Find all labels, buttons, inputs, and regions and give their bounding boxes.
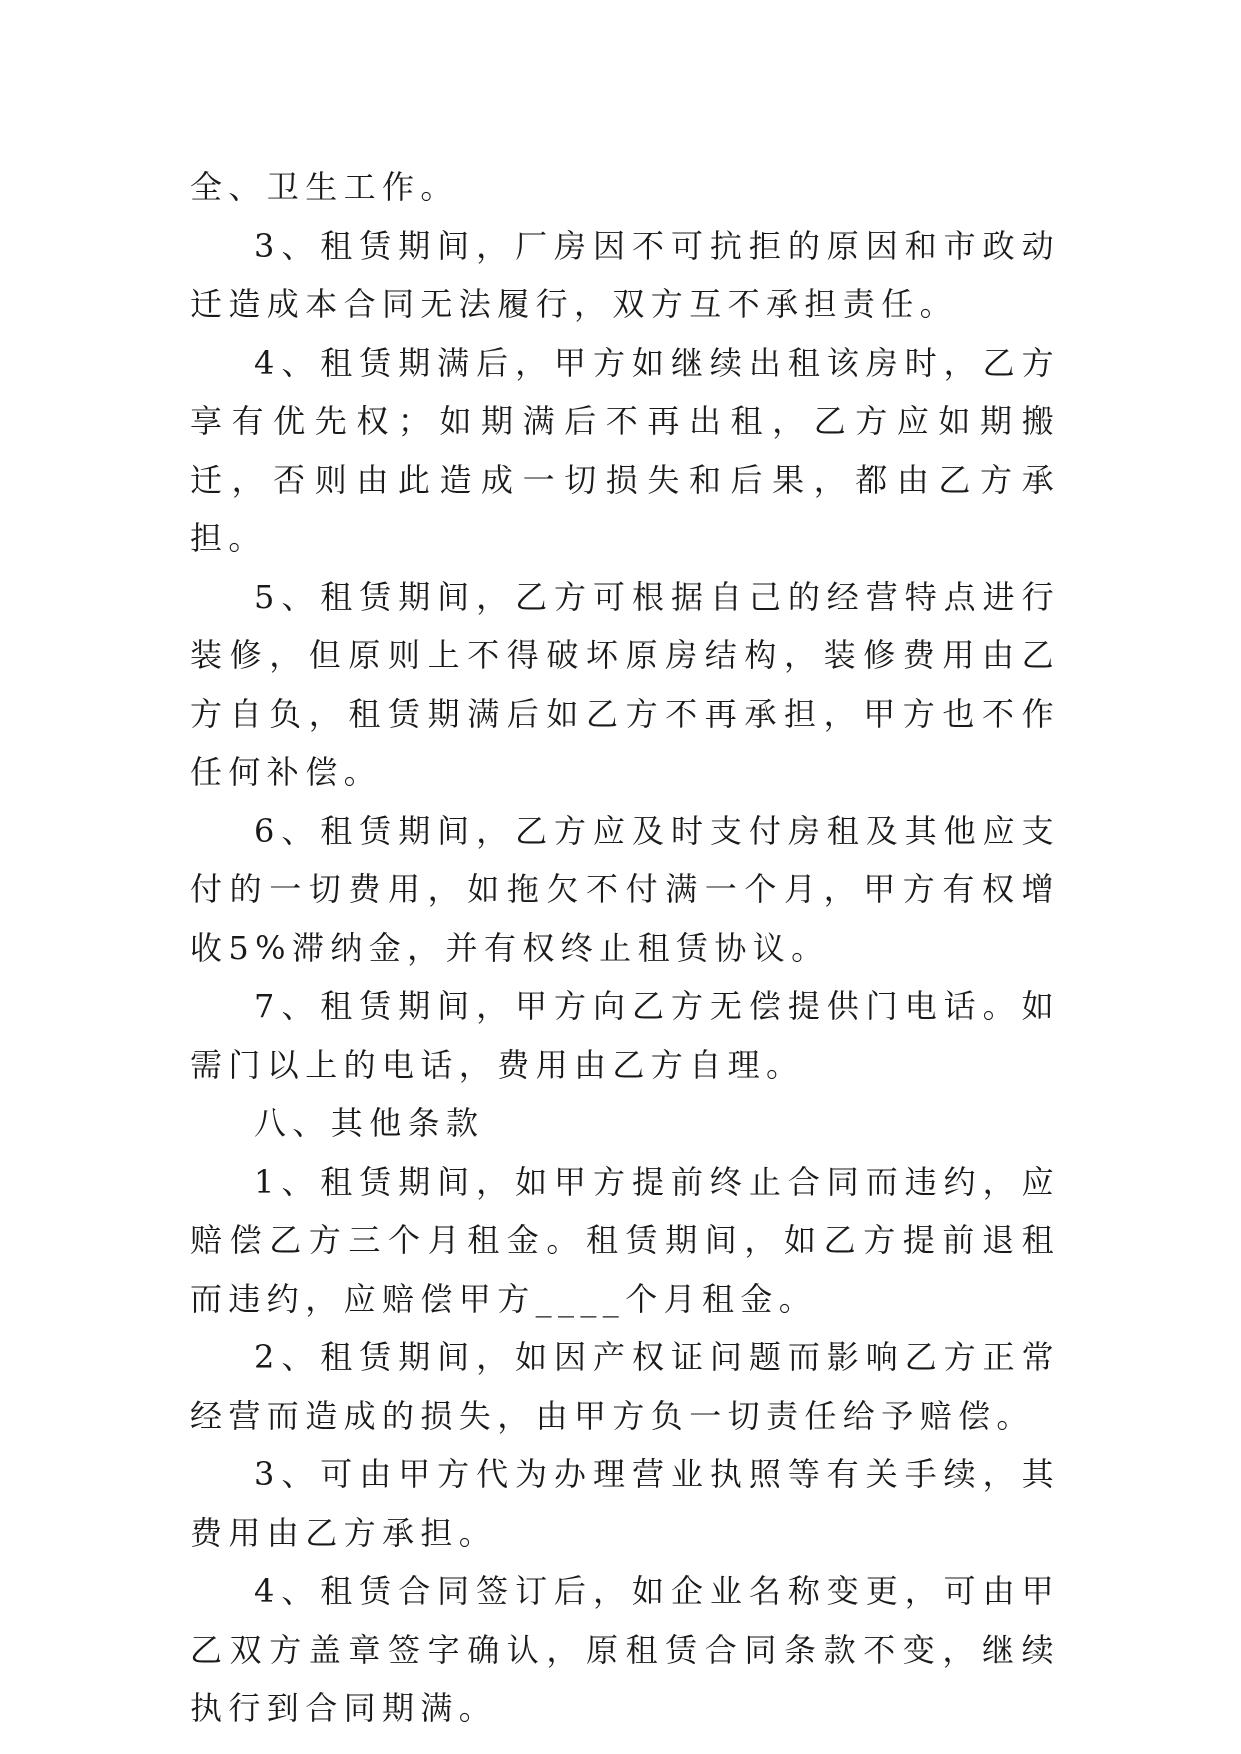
paragraph-clause-4: 4、租赁期满后，甲方如继续出租该房时，乙方享有优先权；如期满后不再出租，乙方应如期搬迁，否则由此造成一切损失和后果，都由乙方承担。 bbox=[190, 343, 1060, 557]
paragraph-other-clause-2: 2、租赁期间，如因产权证问题而影响乙方正常经营而造成的损失，由甲方负一切责任给予赔偿。 bbox=[190, 1338, 1060, 1435]
paragraph-clause-7: 7、租赁期间，甲方向乙方无偿提供门电话。如需门以上的电话，费用由乙方自理。 bbox=[190, 987, 1060, 1084]
paragraph-other-clause-3: 3、可由甲方代为办理营业执照等有关手续，其费用由乙方承担。 bbox=[190, 1455, 1060, 1552]
paragraph-continuation: 全、卫生工作。 bbox=[190, 168, 459, 206]
section-heading-other-terms: 八、其他条款 bbox=[254, 1104, 485, 1142]
paragraph-clause-5: 5、租赁期间，乙方可根据自己的经营特点进行装修，但原则上不得破坏原房结构，装修费用由乙方自负，租赁期满后如乙方不再承担，甲方也不作任何补偿。 bbox=[190, 577, 1060, 791]
paragraph-other-clause-4: 4、租赁合同签订后，如企业名称变更，可由甲乙双方盖章签字确认，原租赁合同条款不变，继续执行到合同期满。 bbox=[190, 1572, 1060, 1727]
paragraph-clause-6: 6、租赁期间，乙方应及时支付房租及其他应支付的一切费用，如拖欠不付满一个月，甲方有权增收5%滞纳金，并有权终止租赁协议。 bbox=[190, 811, 1060, 967]
paragraph-other-clause-1: 1、租赁期间，如甲方提前终止合同而违约，应赔偿乙方三个月租金。租赁期间，如乙方提前退租而违约，应赔偿甲方____个月租金。 bbox=[190, 1162, 1060, 1318]
document-body bbox=[190, 158, 1060, 1738]
paragraph-clause-3: 3、租赁期间，厂房因不可抗拒的原因和市政动迁造成本合同无法履行，双方互不承担责任。 bbox=[190, 226, 1060, 323]
